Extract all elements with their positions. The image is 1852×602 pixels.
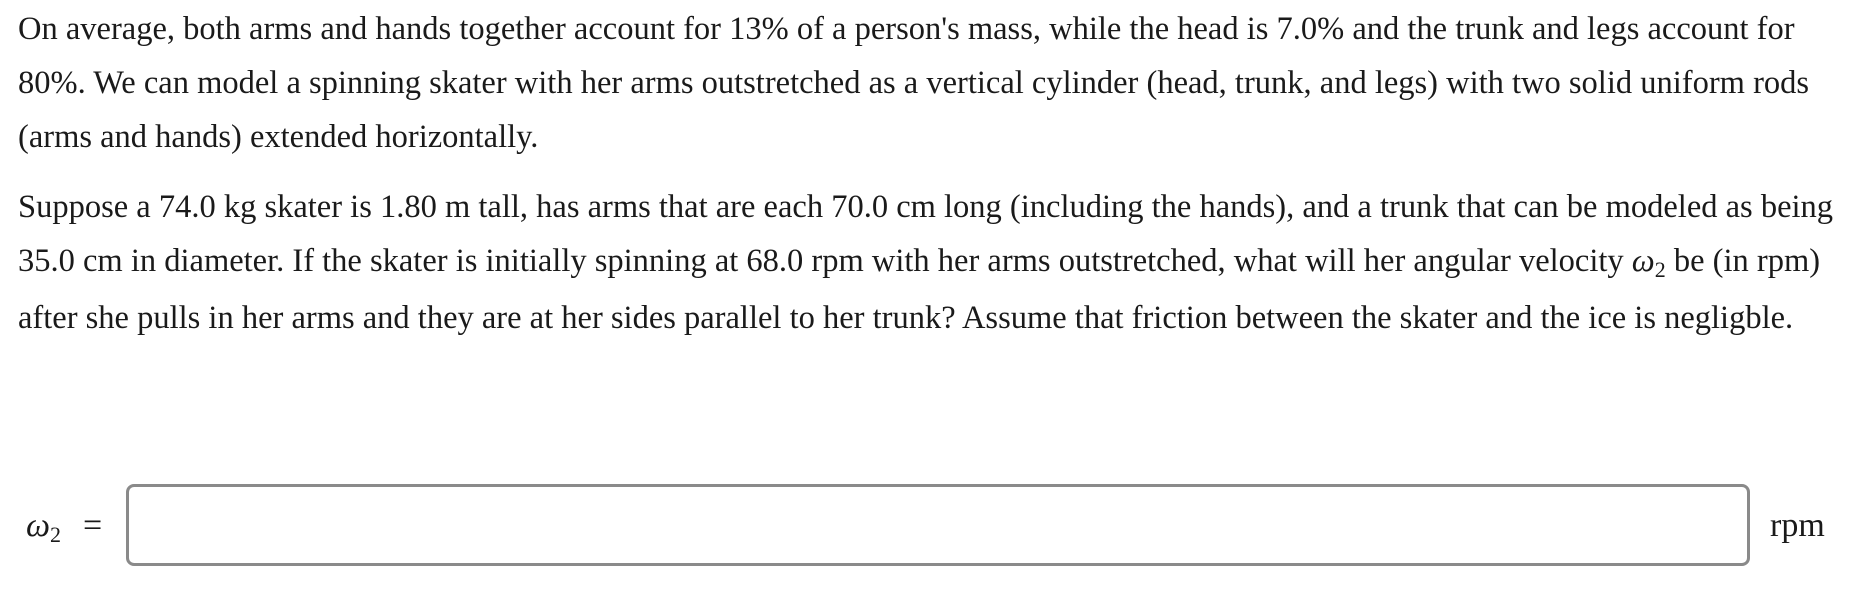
- problem-paragraph-1: On average, both arms and hands together account for 13% of a person's mass, while the head is 7.0% and the trunk and legs account for 80%. We can model a spinning skater with her arms outstretched as a vertical cylinder (head, trunk, and legs) with two solid uniform rods (arms and hands) extended horizontally.: [18, 11, 1810, 155]
- answer-equals-sign: =: [83, 507, 103, 544]
- paragraph-2-text-before: Suppose a 74.0 kg skater is 1.80 m tall, has arms that are each 70.0 cm long (including the hands), and a trunk that can be modeled as being 35.0 cm in diameter. If the skater is initially spinning at 68.0 rpm with her arms outstretched, what will her angular velocity: [18, 189, 1834, 279]
- omega-subscript: 2: [1654, 257, 1666, 282]
- omega-symbol: [1631, 243, 1666, 282]
- answer-omega-symbol: [26, 507, 62, 547]
- problem-statement: [18, 0, 1838, 345]
- answer-omega-letter: ω: [26, 507, 51, 544]
- answer-row: [0, 482, 1852, 572]
- answer-unit: rpm: [1770, 507, 1825, 544]
- problem-paragraph-2: [18, 180, 1838, 345]
- omega-letter: ω: [1631, 243, 1655, 279]
- answer-label: [26, 506, 102, 549]
- paragraph-2-text-after: be (in rpm) after she pulls in her arms and they are at her sides parallel to her trunk? Assume that friction between the skater and the ice is negligble.: [18, 243, 1821, 336]
- answer-omega-subscript: 2: [50, 522, 62, 547]
- answer-input[interactable]: [126, 484, 1750, 566]
